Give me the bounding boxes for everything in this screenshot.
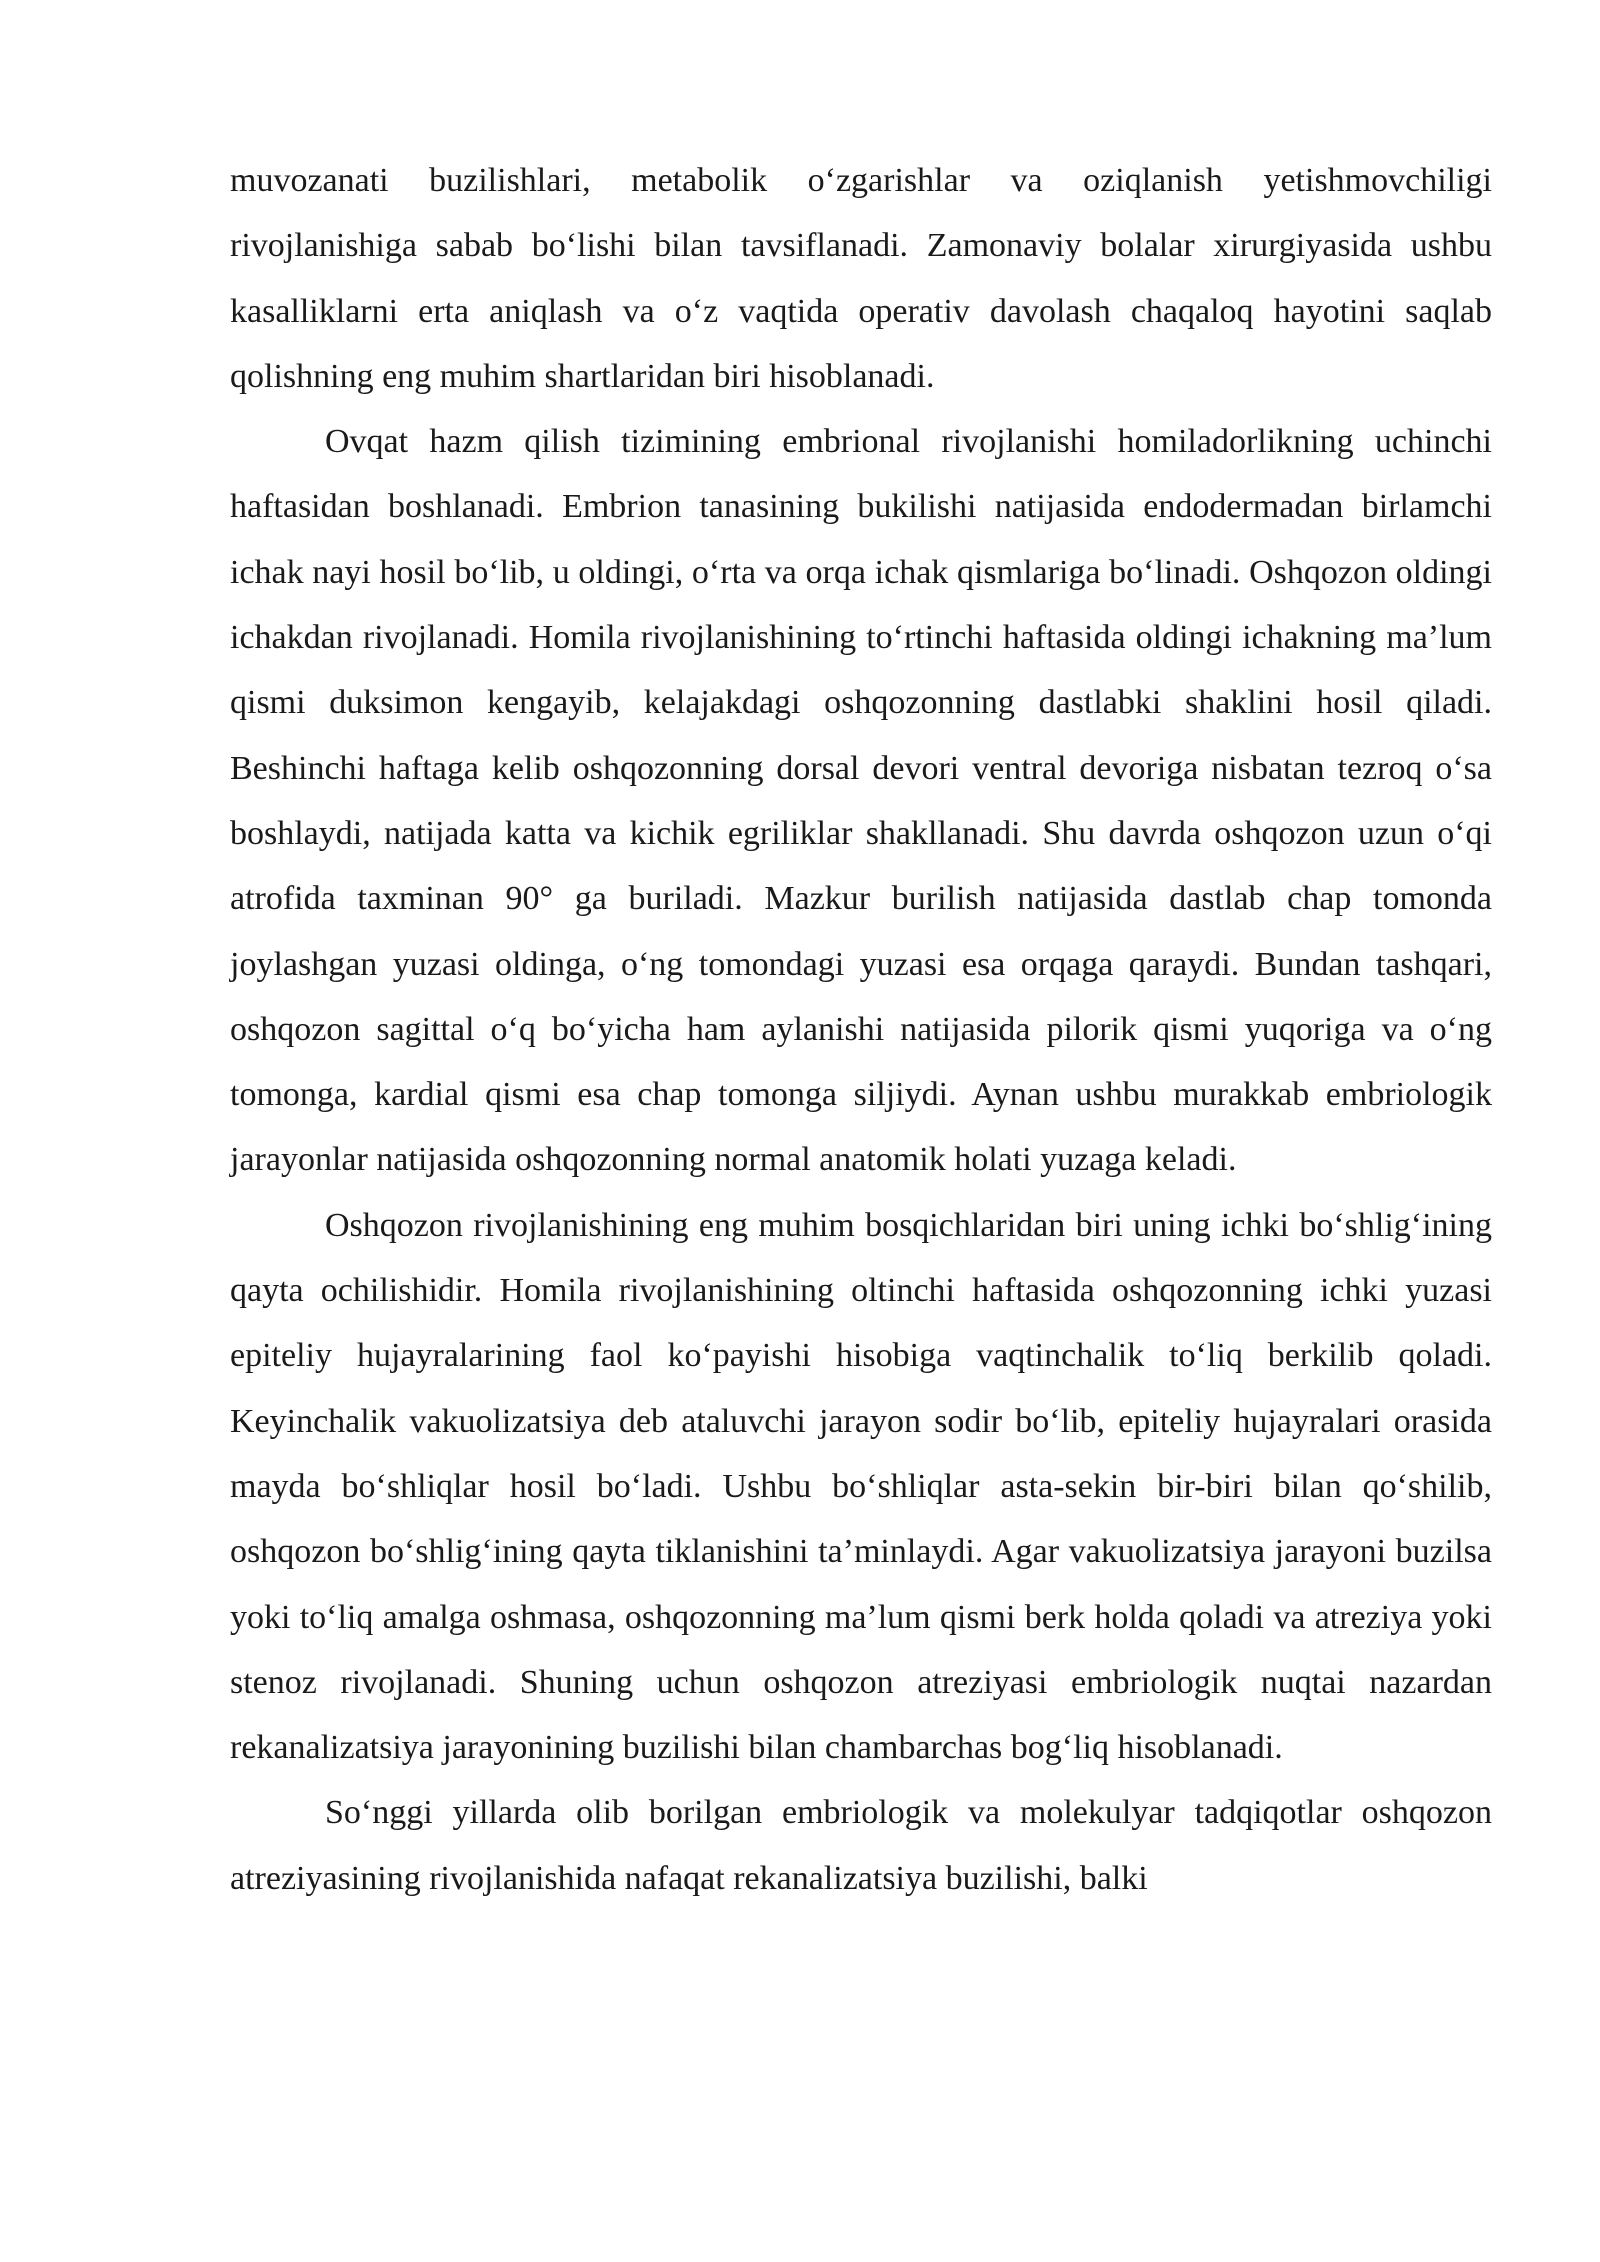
paragraph-recanalization: Oshqozon rivojlanishining eng muhim bosqichlaridan biri uning ichki bo‘shlig‘ining qayta ochilishidir. Homila rivojlanishining oltinchi haftasida oshqozonning ichki yuzasi epiteliy hujayralarining faol ko‘payishi hisobiga vaqtinchalik to‘liq berkilib qoladi. Keyinchalik vakuolizatsiya deb ataluvchi jarayon sodir bo‘lib, epiteliy hujayralari orasida mayda bo‘shliqlar hosil bo‘ladi. Ushbu bo‘shliqlar asta-sekin bir-biri bilan qo‘shilib, oshqozon bo‘shlig‘ining qayta tiklanishini ta’minlaydi. Agar vakuolizatsiya jarayoni buzilsa yoki to‘liq amalga oshmasa, oshqozonning ma’lum qismi berk holda qoladi va atreziya yoki stenoz rivojlanadi. Shuning uchun oshqozon atreziyasi embriologik nuqtai nazardan rekanalizatsiya jarayonining buzilishi bilan chambarchas bog‘liq hisoblanadi. xyxy=(230,1206,1492,1767)
paragraph-stomach-embryology: Ovqat hazm qilish tizimining embrional rivojlanishi homiladorlikning uchinchi haftasidan boshlanadi. Embrion tanasining bukilishi natijasida endodermadan birlamchi ichak nayi hosil bo‘lib, u oldingi, o‘rta va orqa ichak qismlariga bo‘linadi. Oshqozon oldingi ichakdan rivojlanadi. Homila rivojlanishining to‘rtinchi haftasida oldingi ichakning ma’lum qismi duksimon kengayib, kelajakdagi oshqozonning dastlabki shaklini hosil qiladi. Beshinchi haftaga kelib oshqozonning dorsal devori ventral devoriga nisbatan tezroq o‘sa boshlaydi, natijada katta va kichik egriliklar shakllanadi. Shu davrda oshqozon uzun o‘qi atrofida taxminan 90° ga buriladi. Mazkur burilish natijasida dastlab chap tomonda joylashgan yuzasi oldinga, o‘ng tomondagi yuzasi esa orqaga qaraydi. Bundan tashqari, oshqozon sagittal o‘q bo‘yicha ham aylanishi natijasida pilorik qismi yuqoriga va o‘ng tomonga, kardial qismi esa chap tomonga siljiydi. Aynan ushbu murakkab embriologik jarayonlar natijasida oshqozonning normal anatomik holati yuzaga keladi. xyxy=(230,423,1492,1179)
paragraph-continuation: muvozanati buzilishlari, metabolik o‘zgarishlar va oziqlanish yetishmovchiligi rivojlanishiga sabab bo‘lishi bilan tavsiflanadi. Zamonaviy bolalar xirurgiyasida ushbu kasalliklarni erta aniqlash va o‘z vaqtida operativ davolash chaqaloq hayotini saqlab qolishning eng muhim shartlaridan biri hisoblanadi. xyxy=(230,162,1492,395)
paragraph-recent-research: So‘nggi yillarda olib borilgan embriologik va molekulyar tadqiqotlar oshqozon atreziyasining rivojlanishida nafaqat rekanalizatsiya buzilishi, balki xyxy=(230,1794,1492,1897)
document-body xyxy=(230,148,1492,1911)
